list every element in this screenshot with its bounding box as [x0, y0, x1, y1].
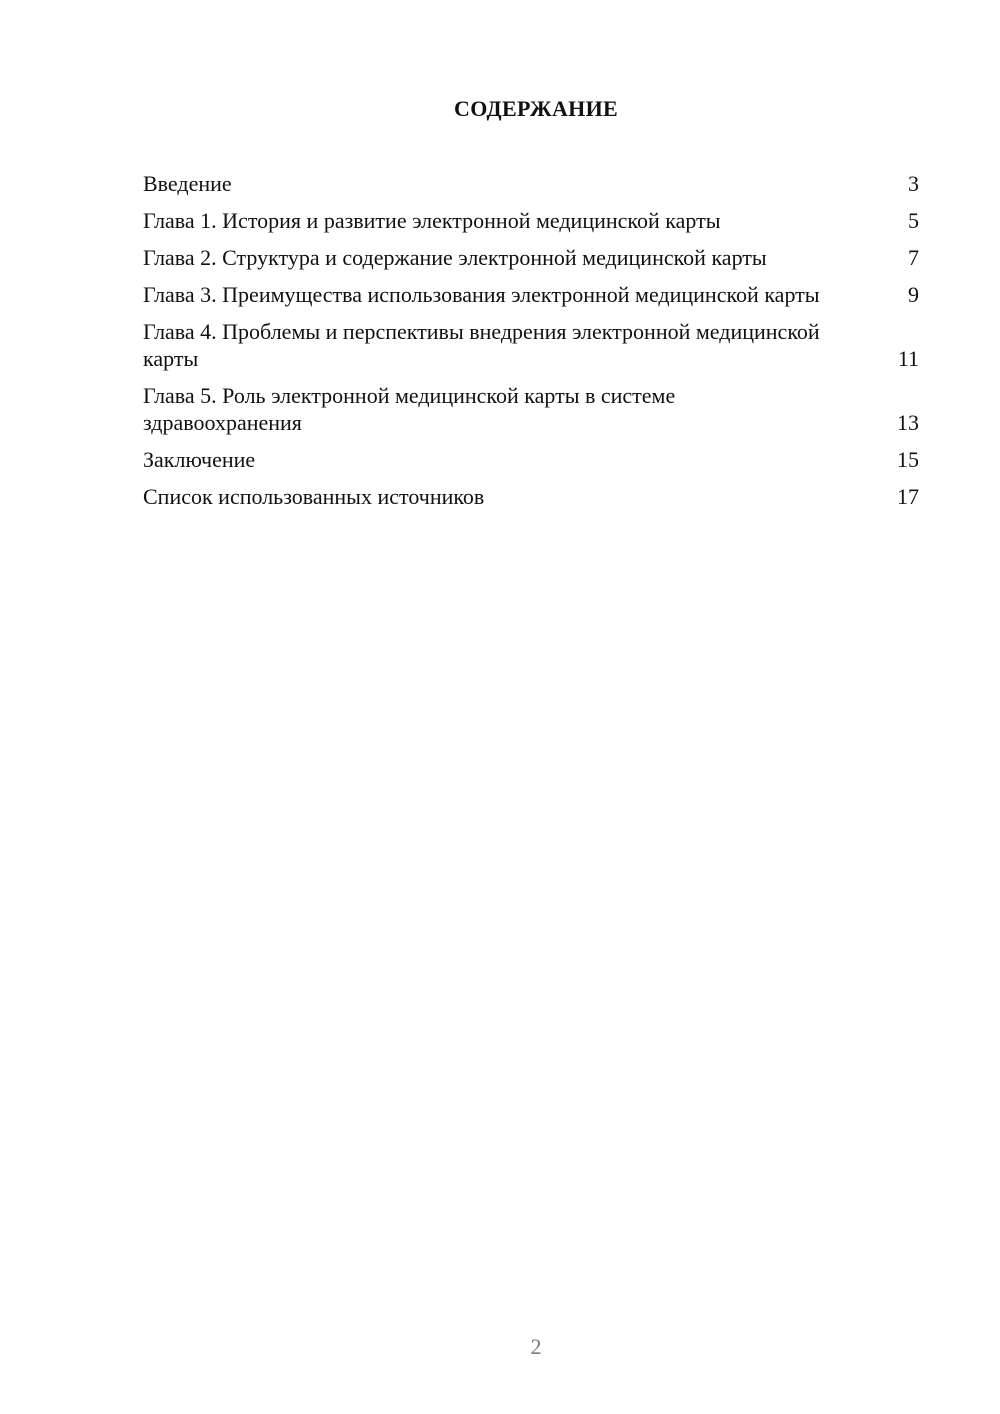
table-of-contents [143, 170, 919, 520]
toc-entry-page: 17 [897, 484, 919, 509]
toc-entry-page: 15 [897, 447, 919, 472]
toc-entry-text: Заключение [143, 447, 256, 472]
page-number: 2 [530, 1334, 542, 1359]
toc-entry-text: Введение [143, 171, 232, 196]
toc-entry-page: 3 [908, 171, 919, 196]
toc-entry-conclusion [143, 446, 919, 473]
toc-entry-text: Глава 4. Проблемы и перспективы внедрения электронной медицинской карты [143, 319, 820, 371]
toc-entry-chapter-1 [143, 207, 919, 234]
toc-entry-page: 11 [897, 346, 919, 371]
page-title: СОДЕРЖАНИЕ [454, 96, 618, 121]
toc-entry-chapter-5 [143, 382, 919, 436]
toc-entry-references [143, 483, 919, 510]
toc-entry-chapter-3 [143, 281, 919, 308]
toc-entry-text: Глава 1. История и развитие электронной медицинской карты [143, 208, 721, 233]
toc-entry-page: 13 [897, 410, 919, 435]
toc-entry-text: Глава 3. Преимущества использования электронной медицинской карты [143, 282, 820, 307]
toc-entry-text: Глава 5. Роль электронной медицинской карты в системе здравоохранения [143, 383, 676, 435]
toc-entry-introduction [143, 170, 919, 197]
toc-entry-chapter-2 [143, 244, 919, 271]
toc-entry-page: 9 [908, 282, 919, 307]
toc-entry-page: 5 [908, 208, 919, 233]
toc-entry-text: Глава 2. Структура и содержание электронной медицинской карты [143, 245, 767, 270]
toc-entry-chapter-4 [143, 318, 919, 372]
toc-entry-page: 7 [908, 245, 919, 270]
toc-entry-text: Список использованных источников [143, 484, 485, 509]
